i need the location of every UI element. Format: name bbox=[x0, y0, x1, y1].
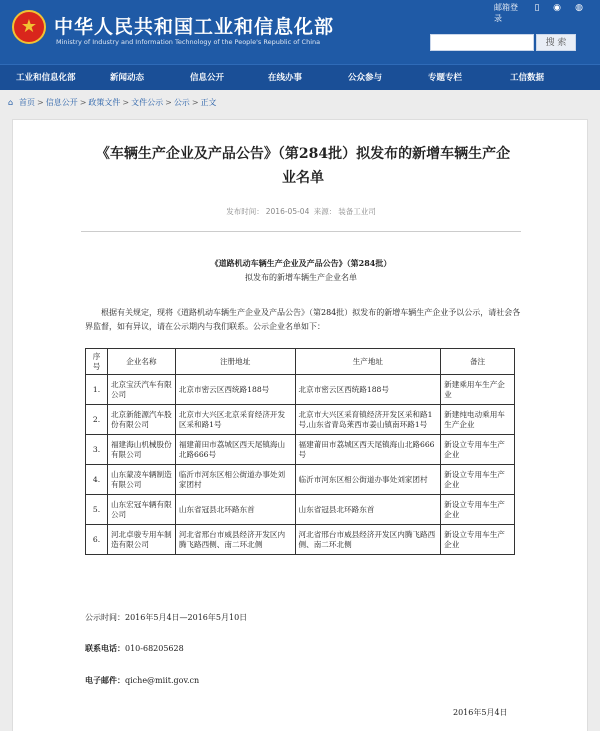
publicity-label: 公示时间： bbox=[85, 613, 125, 622]
article-meta bbox=[13, 206, 589, 217]
intro-paragraph: 根据有关规定，现将《道路机动车辆生产企业及产品公告》（第284批）拟发布的新增车辆生产企业予以公示，请社会各界监督，如有异议，请在公示期内与我们联系。公示企业名单如下： bbox=[85, 308, 521, 331]
table-cell: 5. bbox=[86, 495, 108, 525]
site-title[interactable]: 中华人民共和国工业和信息化部 bbox=[54, 16, 335, 38]
table-cell: 福建莆田市荔城区西天尾镇海山北路666号 bbox=[175, 435, 295, 465]
home-icon: ⌂ bbox=[8, 98, 14, 107]
table-row bbox=[86, 495, 515, 525]
table-header: 备注 bbox=[441, 349, 515, 375]
publicity-value: 2016年5月4日—2016年5月10日 bbox=[125, 613, 248, 622]
table-row bbox=[86, 465, 515, 495]
table-cell: 河北卓骏专用车制造有限公司 bbox=[107, 525, 175, 555]
breadcrumb-home[interactable]: 首页 bbox=[19, 98, 35, 107]
article-panel bbox=[12, 119, 588, 731]
sign-date: 2016年5月4日 bbox=[453, 708, 508, 717]
table-cell: 福建海山机械股份有限公司 bbox=[107, 435, 175, 465]
table-cell: 福建莆田市荔城区西天尾镇海山北路666号 bbox=[295, 435, 441, 465]
table-cell: 北京市大兴区采育镇经济开发区采和路1号,山东省青岛莱西市姜山镇南环路1号 bbox=[295, 405, 441, 435]
mail-login-link-cont[interactable]: 录 bbox=[494, 14, 502, 23]
breadcrumb-current: 正文 bbox=[200, 98, 217, 107]
table-cell: 山东省冠县北环路东首 bbox=[295, 495, 441, 525]
mail-login-link[interactable]: 邮箱登 bbox=[494, 3, 518, 12]
contact-phone bbox=[85, 643, 184, 654]
table-cell: 山东省冠县北环路东首 bbox=[175, 495, 295, 525]
breadcrumb: ⌂ 首页 > 信息公开 > 政策文件 > 文件公示 > 公示 > 正文 bbox=[8, 98, 217, 107]
table-cell: 新设立专用车生产企业 bbox=[441, 495, 515, 525]
table-header: 生产地址 bbox=[295, 349, 441, 375]
doc-subtitle-2: 拟发布的新增车辆生产企业名单 bbox=[245, 273, 357, 282]
table-cell: 临沂市河东区相公街道办事处刘家团村 bbox=[295, 465, 441, 495]
table-cell: 河北省邢台市威县经济开发区内腾飞路西侧、南二环北侧 bbox=[295, 525, 441, 555]
table-cell: 河北省邢台市威县经济开发区内腾飞路西侧、南二环北侧 bbox=[175, 525, 295, 555]
breadcrumb-notices[interactable]: 文件公示 bbox=[131, 98, 164, 107]
table-cell: 4. bbox=[86, 465, 108, 495]
table-cell: 2. bbox=[86, 405, 108, 435]
table-header: 序号 bbox=[86, 349, 108, 375]
table-header: 注册地址 bbox=[175, 349, 295, 375]
nav-item-online[interactable]: 在线办事 bbox=[268, 73, 303, 83]
table-cell: 北京市密云区西统路188号 bbox=[175, 375, 295, 405]
page-title: 《车辆生产企业及产品公告》（第284批）拟发布的新增车辆生产企业名单 bbox=[95, 146, 511, 186]
table-row bbox=[86, 435, 515, 465]
table-cell: 北京宝沃汽车有限公司 bbox=[107, 375, 175, 405]
table-cell: 新设立专用车生产企业 bbox=[441, 465, 515, 495]
table-row bbox=[86, 525, 515, 555]
table-row bbox=[86, 405, 515, 435]
main-nav bbox=[0, 64, 600, 90]
meta-source-label: 来源： bbox=[313, 207, 337, 216]
meta-time: 2016-05-04 bbox=[265, 207, 310, 216]
meta-time-label: 发布时间： bbox=[226, 207, 264, 216]
phone-value: 010-68205628 bbox=[125, 644, 184, 653]
national-emblem-icon: ★ bbox=[12, 10, 46, 44]
nav-item-info[interactable]: 信息公开 bbox=[190, 73, 225, 83]
nav-item-data[interactable]: 工信数据 bbox=[510, 73, 545, 83]
mobile-icon[interactable]: ▯ bbox=[534, 3, 540, 13]
nav-item-news[interactable]: 新闻动态 bbox=[110, 73, 145, 83]
search-button[interactable]: 搜 索 bbox=[536, 34, 576, 51]
table-cell: 北京新能源汽车股份有限公司 bbox=[107, 405, 175, 435]
email-value[interactable]: qiche@miit.gov.cn bbox=[125, 676, 200, 685]
nav-item-home[interactable]: 工业和信息化部 bbox=[16, 73, 76, 83]
table-header: 企业名称 bbox=[107, 349, 175, 375]
table-row bbox=[86, 375, 515, 405]
contact-email bbox=[85, 675, 199, 686]
table-cell: 临沂市河东区相公街道办事处刘家团村 bbox=[175, 465, 295, 495]
table-cell: 6. bbox=[86, 525, 108, 555]
publicity-period bbox=[85, 612, 247, 623]
table-cell: 山东蒙凌车辆制造有限公司 bbox=[107, 465, 175, 495]
table-cell: 新建纯电动乘用车生产企业 bbox=[441, 405, 515, 435]
table-cell: 1. bbox=[86, 375, 108, 405]
phone-label: 联系电话： bbox=[85, 643, 125, 653]
breadcrumb-notice[interactable]: 公示 bbox=[173, 98, 190, 107]
site-header bbox=[0, 0, 600, 64]
breadcrumb-info[interactable]: 信息公开 bbox=[45, 98, 78, 107]
email-label: 电子邮件： bbox=[85, 675, 125, 685]
table-cell: 新建乘用车生产企业 bbox=[441, 375, 515, 405]
table-cell: 北京市大兴区北京采育经济开发区采和路1号 bbox=[175, 405, 295, 435]
doc-subtitle-1: 《道路机动车辆生产企业及产品公告》（第284批） bbox=[210, 258, 392, 268]
search-input[interactable] bbox=[430, 34, 534, 51]
enterprise-table bbox=[85, 348, 515, 555]
wechat-icon[interactable]: ◍ bbox=[575, 3, 583, 13]
nav-item-topics[interactable]: 专题专栏 bbox=[428, 73, 463, 83]
breadcrumb-policy[interactable]: 政策文件 bbox=[88, 98, 121, 107]
table-cell: 3. bbox=[86, 435, 108, 465]
table-cell: 新设立专用车生产企业 bbox=[441, 435, 515, 465]
table-cell: 北京市密云区西统路188号 bbox=[295, 375, 441, 405]
weibo-icon[interactable]: ◉ bbox=[553, 3, 561, 13]
meta-source: 装备工业司 bbox=[338, 207, 376, 216]
divider bbox=[81, 231, 521, 232]
site-subtitle: Ministry of Industry and Information Technology of the People's Republic of China bbox=[56, 38, 321, 46]
nav-item-public[interactable]: 公众参与 bbox=[348, 73, 383, 83]
table-cell: 山东宏冠车辆有限公司 bbox=[107, 495, 175, 525]
table-cell: 新设立专用车生产企业 bbox=[441, 525, 515, 555]
